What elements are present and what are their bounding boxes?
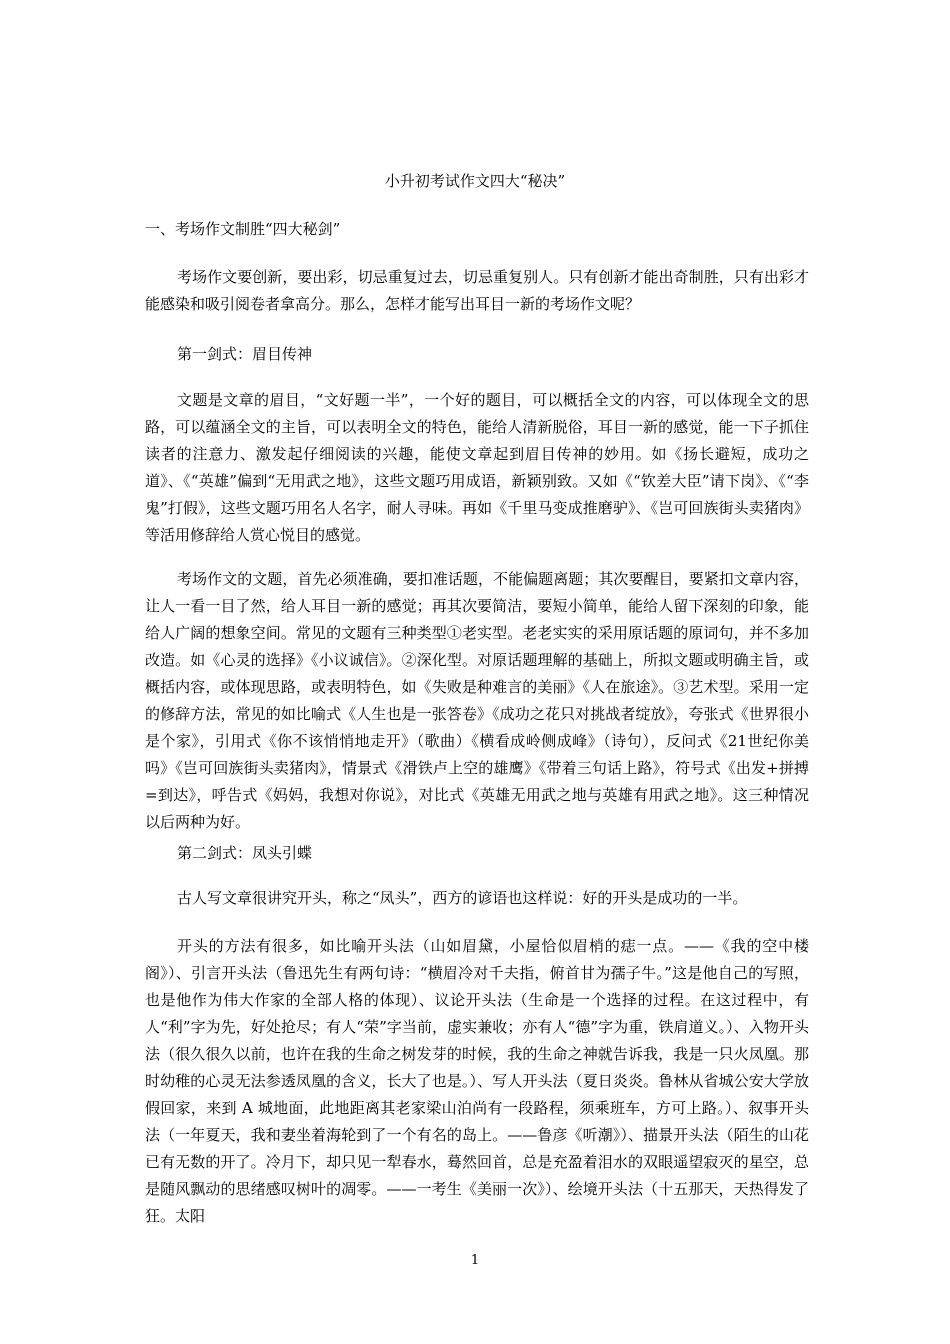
opening-methods-paragraph: 开头的方法有很多，如比喻开头法（山如眉黛，小屋恰似眉梢的痣一点。——《我的空中楼阁》）、引言开头法（鲁迅先生有两句诗：“横眉冷对千夫指，俯首甘为孺子牛。”这是他自己的写照，也是他作为伟大作家的全部人格的体现）、议论开头法（生命是一个选择的过程。在这过程中，有人“利”字为先，好处抢尽；有人“荣”字当前，虚实兼收；亦有人“德”字为重，铁肩道义。）、入物开头法（很久很久以前，也许在我的生命之树发芽的时候，我的生命之神就告诉我，我是一只火凤凰。那时幼稚的心灵无法参透凤凰的含义，长大了也是。）、写人开头法（夏日炎炎。鲁林从省城公安大学放假回家，来到 A 城地面，此地距离其老家梁山泊尚有一段路程，须乘班车，方可上路。）、叙事开头法（一年夏天，我和妻坐着海轮到了一个有名的岛上。——鲁彦《听潮》）、描景开头法（陌生的山花已有无数的开了。冷月下，却只见一犁春水，蓦然回首，总是充盈着泪水的双眼遥望寂灭的星空，总是随风飘动的思绪感叹树叶的凋零。——一考生《美丽一次》）、绘境开头法（十五那天，天热得发了狂。太阳	[145, 937, 809, 1225]
subheading-first-sword: 第一剑式：眉目传神	[177, 345, 313, 363]
intro-paragraph: 考场作文要创新，要出彩，切忌重复过去，切忌重复别人。只有创新才能出奇制胜，只有出彩才能感染和吸引阅卷者拿高分。那么，怎样才能写出耳目一新的考场作文呢？	[145, 268, 809, 313]
title-types-paragraph: 考场作文的文题，首先必须准确，要扣准话题，不能偏题离题；其次要醒目，要紧扣文章内容，让人一看一目了然，给人耳目一新的感觉；再其次要简洁，要短小简单，能给人留下深刻的印象，能给人广阔的想象空间。常见的文题有三种类型①老实型。老老实实的采用原话题的原词句，并不多加改造。如《心灵的选择》《小议诚信》。②深化型。对原话题理解的基础上，所拟文题或明确主旨，或概括内容，或体现思路，或表明特色，如《失败是种难言的美丽》《人在旅途》。③艺术型。采用一定的修辞方法，常见的如比喻式《人生也是一张答卷》《成功之花只对挑战者绽放》，夸张式《世界很小是个家》，引用式《你不该悄悄地走开》（歌曲）《横看成岭侧成峰》（诗句），反问式《21世纪你美吗》《岂可回族街头卖猪肉》，情景式《滑铁卢上空的雄鹰》《带着三句话上路》，符号式《出发+拼搏=到达》，呼告式《妈妈，我想对你说》，对比式《英雄无用武之地与英雄有用武之地》。这三种情况以后两种为好。	[145, 570, 809, 831]
title-importance-paragraph: 文题是文章的眉目，“文好题一半”，一个好的题目，可以概括全文的内容，可以体现全文的思路，可以蕴涵全文的主旨，可以表明全文的特色，能给人清新脱俗，耳目一新的感觉，能一下子抓住读者的注意力、激发起仔细阅读的兴趣，能使文章起到眉目传神的妙用。如《扬长避短，成功之道》、《“英雄”偏到“无用武之地》，这些文题巧用成语，新颖别致。又如《“钦差大臣”请下岗》、《“李鬼”打假》，这些文题巧用名人名字，耐人寻味。再如《千里马变成推磨驴》、《岂可回族街头卖猪肉》等活用修辞给人赏心悦目的感觉。	[145, 391, 809, 544]
page-number: 1	[470, 1253, 480, 1268]
section-heading: 一、考场作文制胜“四大秘剑”	[145, 220, 341, 238]
document-title: 小升初考试作文四大“秘决”	[384, 172, 566, 190]
opening-importance-paragraph: 古人写文章很讲究开头，称之“凤头”，西方的谚语也这样说：好的开头是成功的一半。	[177, 889, 748, 907]
subheading-second-sword: 第二剑式：凤头引蝶	[177, 844, 313, 862]
